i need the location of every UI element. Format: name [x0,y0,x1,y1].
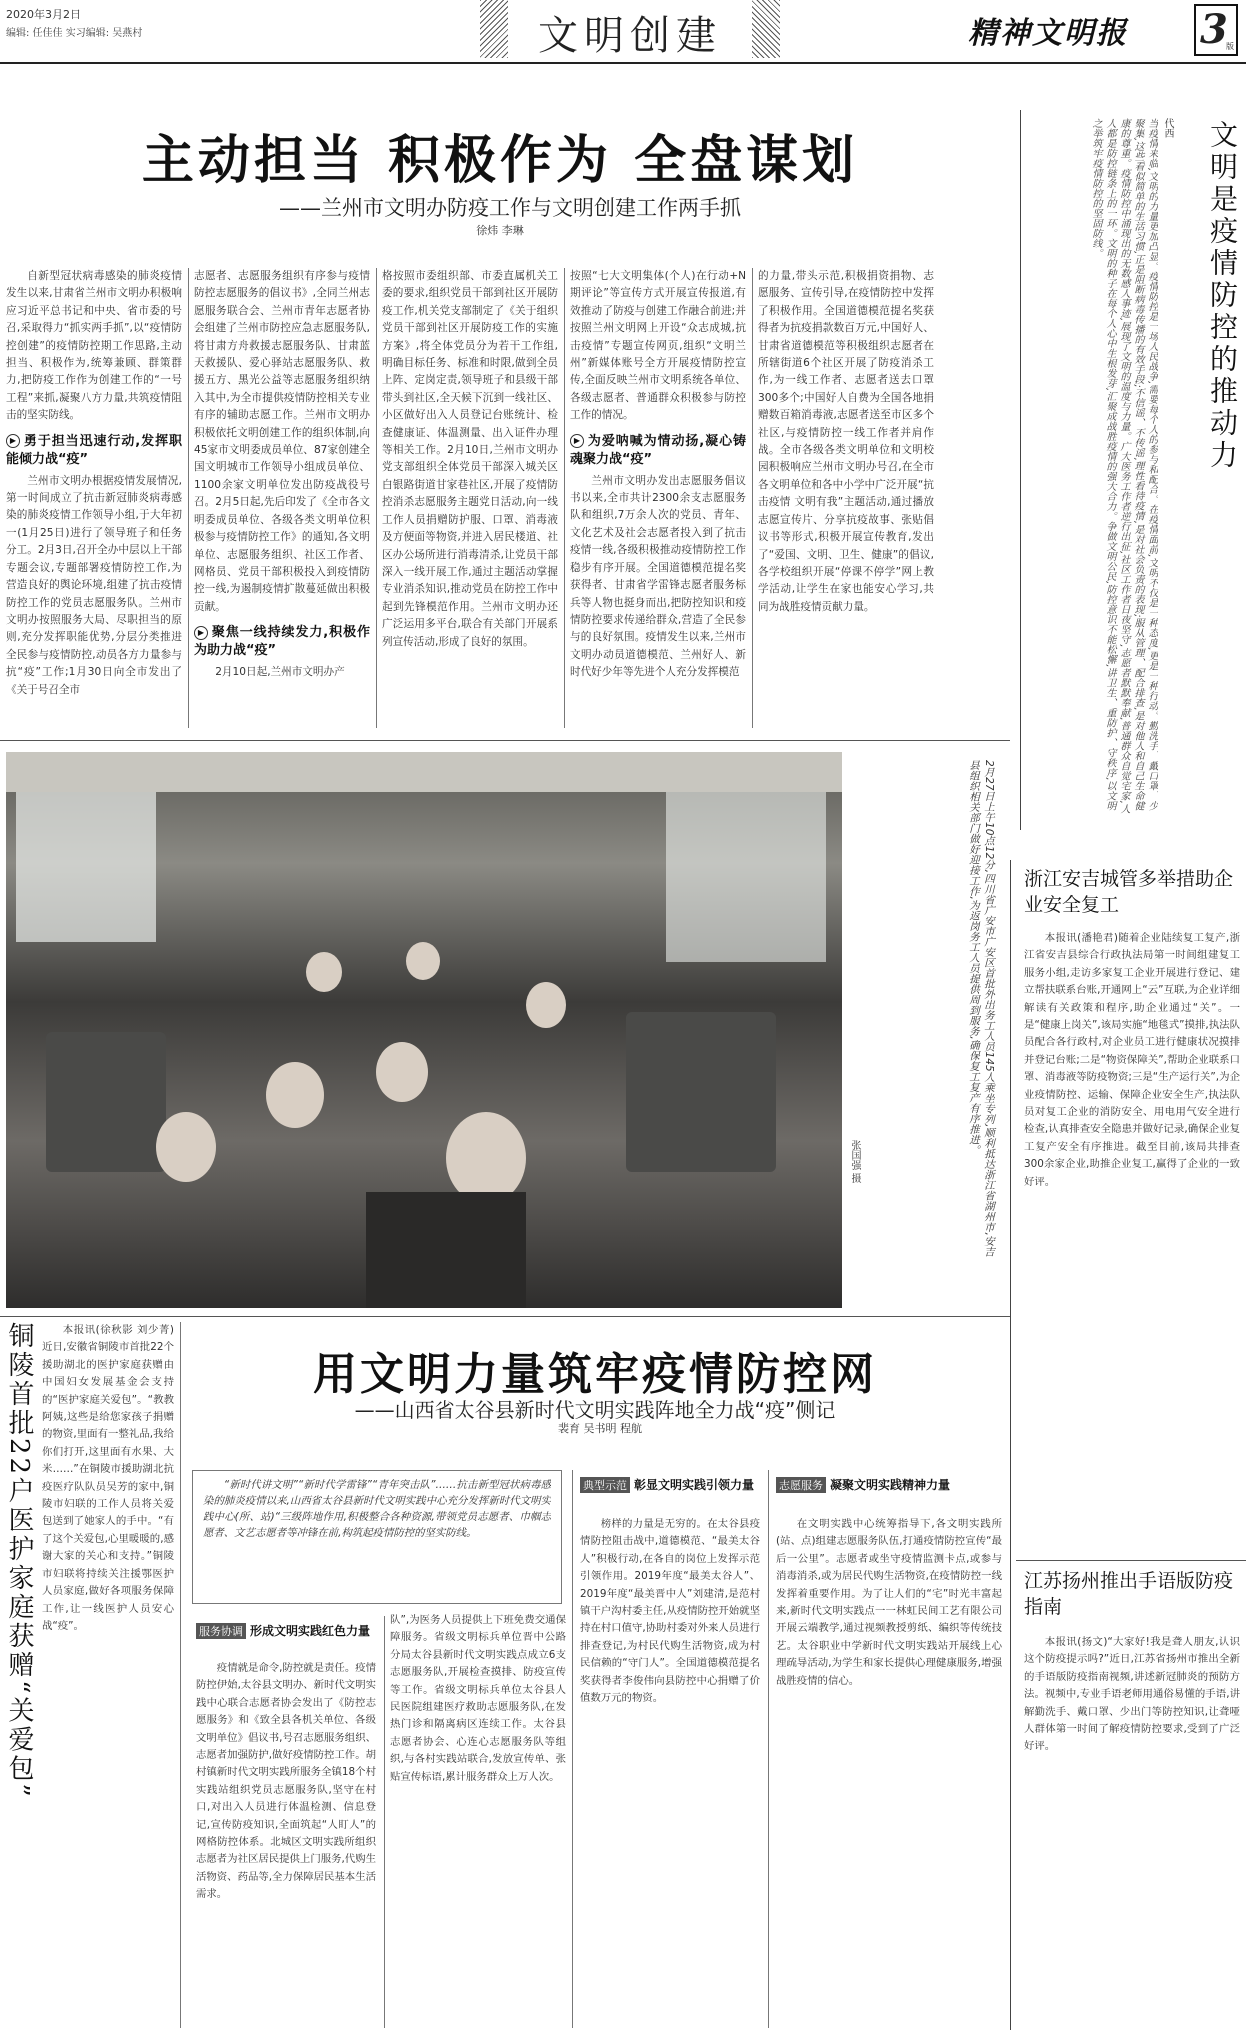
page-number-box [1194,4,1238,56]
lead-subhead-2 [194,624,370,660]
sec1-body-cont: 队”,为医务人员提供上下班免费交通保障服务。省级文明标兵单位晋中公路分局太谷县新时代文明实践点成立6支志愿服务队,开展检查摸排、防疫宣传等工作。省级文明标兵单位太谷县人民医院组建医疗救助志愿服务队,在发热门诊和隔离病区连续工作。太谷县志愿者协会、心连心志愿服务队等组织,与各村实践站联合,发放宣传单、张贴宣传标语,累计服务群众上万人次。 [390,1614,566,1783]
sec3-body: 在文明实践中心统筹指导下,各文明实践所(站、点)组建志愿服务队伍,打通疫情防控宣传“最后一公里”。志愿者或坐守疫情监测卡点,或参与消毒消杀,或为居民代购生活物资,在疫情防控一线发挥着重要作用。为了让人们的“宅”时光丰富起来,新时代文明实践点一一林虹民间工艺有限公司开展云端教学,通过视频教授剪纸、编织等传统技艺。太谷职业中学新时代文明实践站开展线上心理疏导活动,为学生和家长提供心理健康服务,增强战胜疫情的信心。 [776,1518,1002,1687]
col-divider [188,268,189,728]
lead-subtitle: ——兰州市文明办防疫工作与文明创建工作两手抓 [279,196,741,220]
editorial-divider [1020,110,1021,830]
photo-passenger [306,952,342,992]
play-icon: ▶ [6,434,20,448]
lead-col-1-intro: 自新型冠状病毒感染的肺炎疫情发生以来,甘肃省兰州市文明办积极响应习近平总书记和中央、省市委的号召,采取得力“抓实两手抓”,以“疫情防控创建”的疫情防控期工作思路,主动担当、积极作为,统筹兼顾、群策群力,把防疫工作作为创建工作的“一号工程”来抓,凝聚八方力量,共筑疫情阻击的坚实防线。 [6,270,182,422]
second-subtitle: ——山西省太谷县新时代文明实践阵地全力战“疫”侧记 [354,1398,836,1422]
sec2-body: 榜样的力量是无穷的。在太谷县疫情防控阻击战中,道德模范、“最美太谷人”积极行动,在各自的岗位上发挥示范引领作用。2019年度“最美太谷人”、2019年度“最美晋中人”刘建清,是范村镇干户沟村委主任,从疫情防控开始就坚持在村口值守,协助村委对外来人员进行排查登记,为村民代购生活物资,成为村民信赖的“守门人”。全国道德模范提名奖获得者李俊伟向县防控中心捐赠了价值数万元的物资。 [580,1518,760,1705]
lead-col-5-body: 的力量,带头示范,积极捐资捐物、志愿服务、宣传引导,在疫情防控中发挥了积极作用。全国道德模范提名奖获得者为抗疫捐款数百万元,中国好人、甘肃省道德模范等积极组织志愿者在所辖街道6个社区开展了防疫消杀工作,为一线工作者、志愿者送去口罩300多个;中国好人自费为全国各地捐赠数百箱消毒液,志愿者送至市区多个社区,与疫情防控一线工作者并肩作战。全市各级各类文明单位和文明校园积极响应兰州市文明办号召,在全市各文明单位和各中小学中广泛开展“抗击疫情 文明有我”主题活动,通过播放志愿宣传片、分享抗疫故事、张贴倡议书等形式,积极开展宣传教育,发出了“爱国、文明、卫生、健康”的倡议,各学校组织开展“停课不停学”网上教学活动,让学生在家也能安心学习,共同为战胜疫情贡献力量。 [758,270,934,613]
page-number: 3 [1200,6,1228,53]
left-article-title: 铜陵首批22户医护家庭获赠“关爱包” [4,1322,34,1800]
issue-date: 2020年3月2日 [6,8,81,21]
photo-ceiling [6,752,842,792]
right-divider [1010,860,1011,2030]
page-header [0,0,1246,64]
col-divider [384,1616,385,2028]
left-article-body: 本报讯(徐秋影 刘少菁)近日,安徽省铜陵市首批22个援助湖北的医护家庭获赠由中国妇女发展基金会支持的“医护家庭关爱包”。“教教阿姨,这些是给您家孩子捐赠的物资,里面有一整礼品,我给你们打开,这里面有水果、大米……”在铜陵市援助湖北抗疫医疗队队员吴芳的家中,铜陵市妇联的工作人员将关爱包送到了她家人的手中。“有了这个关爱包,心里暖暖的,感谢大家的关心和支持。”铜陵市妇联将持续关注援鄂医护人员家庭,做好各项服务保障工作,让一线医护人员安心战“疫”。 [42,1324,174,1632]
photo-caption: 2月27日上午10点12分,四川省广安市广安区首批外出务工人员145人乘坐专列,顺利抵达浙江省湖州市,安吉县组织相关部门做好迎接工作,为返岗务工人员提供周到服务,确保复工复产有序推进。 [968,760,995,1257]
lead-subhead-3-text: 为爱呐喊为情动扬,凝心铸魂聚力战“疫” [570,433,746,467]
sec1-tag: 服务协调 [196,1623,246,1639]
second-headline: 用文明力量筑牢疫情防控网 [313,1349,877,1400]
lead-col-2 [194,268,370,728]
sec3-heading [776,1474,996,1494]
lead-subhead-3 [570,433,746,469]
photo-aisle [366,1192,526,1308]
lead-col-3-body: 格按照市委组织部、市委直属机关工委的要求,组织党员干部到社区开展防疫工作,机关党支部制定了《关于组织党员干部到社区开展防疫工作的实施方案》,将全体党员分为若干工作组,明确目标任务、标准和时限,做到全员上阵、定岗定责,领导班子和县级干部带头到社区,全天候下沉到一线社区、小区做好出入人员登记台账统计、检查健康证、体温测量、出入证件办理等相关工作。2月10日,兰州市文明办党支部组织全体党员干部深入城关区白银路街道甘家巷社区,开展了疫情防控消杀志愿服务主题党日活动,向一线工作人员捐赠防护服、口罩、消毒液及方便面等物资,并进入居民楼道、社区办公场所进行消毒清杀,让党员干部深入一线开展工作,通过主题活动掌握专业消杀知识,推动党员在防控工作中起到先锋模范作用。兰州市文明办还广泛运用多平台,联合有关部门开展系列宣传活动,形成了良好的氛围。 [382,270,558,648]
lead-subhead-1-text: 勇于担当迅速行动,发挥职能倾力战“疫” [6,433,182,467]
photo-passenger [526,982,566,1028]
play-icon: ▶ [194,626,208,640]
photo-seat [626,1012,776,1172]
section-banner [480,0,780,58]
lead-byline: 徐炜 李琳 [476,224,524,237]
sec1-body: 疫情就是命令,防控就是责任。疫情防控伊始,太谷县文明办、新时代文明实践中心联合志愿者协会发出了《防控志愿服务》和《致全县各机关单位、各级文明单位》倡议书,号召志愿服务组织、志愿者加强防护,做好疫情防控工作。胡村镇新时代文明实践所服务全镇18个村实践站组织党员志愿服务队,坚守在村口,对出入人员进行体温检测、信息登记,宣传防疫知识,全面筑起“人盯人”的网格防控体系。北城区文明实践所组织志愿者为社区居民提供上门服务,代购生活物资、药品等,全力保障居民基本生活需求。 [196,1662,376,1901]
sec3-tag: 志愿服务 [776,1477,826,1493]
second-byline: 裴育 吴书明 程航 [558,1422,642,1435]
col-divider [564,268,565,728]
lead-col-3 [382,268,558,728]
train-photo [6,752,842,1308]
photo-passenger [376,1042,428,1102]
left-article-divider [180,1322,181,2028]
lead-col-2-tail: 2月10日起,兰州市文明办产 [215,666,345,679]
lead-col-4-body: 按照“七大文明集体(个人)在行动+N期评论”等宣传方式开展宣传报道,有效推动了防疫与创建工作融合前进;并按照兰州文明网上开设“众志成城,抗击疫情”专题宣传网页,组织“文明兰州”新媒体账号全方开展疫情防控宣传,全面反映兰州市文明系统各单位、各级志愿者、普通群众积极参与防控工作的情况。 [570,270,746,422]
sec1-title: 形成文明实践红色力量 [250,1624,371,1638]
news-jiangsu-title: 江苏扬州推出手语版防疫指南 [1024,1570,1234,1618]
sec2-title: 彰显文明实践引领力量 [634,1478,755,1492]
editors-credit: 编辑: 任佳佳 实习编辑: 吴燕村 [6,28,143,39]
lead-col-5 [758,268,934,728]
photo-window [16,782,156,942]
col-divider [768,1470,769,2028]
photo-seat [46,1032,166,1172]
col-divider [752,268,753,728]
section-title: 文明创建 [538,13,722,59]
lead-col-1-body: 兰州市文明办根据疫情发展情况,第一时间成立了抗击新冠肺炎病毒感染的肺炎疫情工作领导小组,于大年初一(1月25日)进行了领导班子和任务分工。2月3日,召开全办中层以上干部专题会议,专题部署疫情防控工作,为营造良好的舆论环境,组建了抗击疫情防控工作的党员志愿服务队。兰州市文明办按照服务大局、尽职担当的原则,充分发挥职能优势,分层分类推进全民参与疫情防控,动员各方力量参与抗“疫”工作;1月30日向全市发出了《关于号召全市 [6,474,182,696]
photo-passenger [156,1112,216,1182]
sec2-heading [580,1474,760,1494]
col-divider [376,268,377,728]
page-suffix: 版 [1226,42,1234,51]
news-zhejiang-title: 浙江安吉城管多举措助企业安全复工 [1024,868,1234,916]
lead-headline: 主动担当 积极作为 全盘谋划 [141,131,859,191]
sec1-heading [196,1620,376,1640]
sec3-title: 凝聚文明实践精神力量 [830,1478,951,1492]
left-rule [0,1316,1010,1317]
photo-passenger [406,942,440,980]
editorial-title: 文明是疫情防控的推动力 [1206,120,1239,472]
news-rule [1016,1560,1246,1561]
lead-col-4 [570,268,746,728]
play-icon: ▶ [570,434,584,448]
news-zhejiang-body: 本报讯(潘艳君)随着企业陆续复工复产,浙江省安吉县综合行政执法局第一时间组建复工服务小组,走访多家复工企业开展进行登记、建立帮扶联系台账,开通网上“云”互联,为企业详细解读有关政策和程序,助企业通过“关”。一是“健康上岗关”,该局实施“地毯式”摸排,执法队员配合各行政村,对企业员工进行健康状况摸排并登记台账;二是“物资保障关”,帮助企业联系口罩、消毒液等防疫物资;三是“生产运行关”,为企业疫情防控、运输、保障企业安全生产,执法队员对复工企业的消防安全、用电用气安全进行检查,认真排查安全隐患并做好记录,确保企业复工复产安全有序推进。截至目前,该局共排查300余家企业,助推企业复工,赢得了企业的一致好评。 [1024,932,1240,1188]
editorial-label: 代西 [1162,118,1173,138]
editorial-text: 当疫情来临,文明的力量更加凸显。疫情防控是一场人民战争,需要每个人的参与和配合。在疫情面前,文明不仅是一种态度,更是一种行动。勤洗手、戴口罩、少聚集,这些看似简单的生活习惯,正是阻断病毒传播的有效手段;不信谣、不传谣,理性看待疫情,是对社会负责的表现;服从管理、配合排查,是对他人和自己生命健康的尊重。疫情防控中涌现出的无数感人事迹,展现了文明的温度与力量。广大医务工作者逆行出征,社区工作者日夜坚守,志愿者默默奉献,普通群众自觉宅家,人人都是防控链条上的一环。文明的种子在每个人心中生根发芽,汇聚成战胜疫情的强大合力。争做文明公民,防控意识不能松懈,讲卫生、重防护、守秩序,以文明之举筑牢疫情防控的坚固防线。 [1090,118,1157,814]
sec2-tag: 典型示范 [580,1477,630,1493]
lead-col-1 [6,268,182,728]
photo-credit: 张国强 摄 [849,1140,860,1184]
lead-col-2-body: 志愿者、志愿服务组织有序参与疫情防控志愿服务的倡议书》,全同兰州志愿服务联合会、兰州市青年志愿者协会组建了兰州市防控应急志愿服务队,将甘肃方舟救援志愿服务队、甘肃蓝天救援队、爱心驿站志愿服务队、救援五方、黑光公益等志愿服务组织纳入其中,为全市提供疫情防控相关专业有序的辅助志愿工作。兰州市文明办积极依托文明创建工作的组织体制,向45家市文明委成员单位、87家创建全国文明城市工作领导小组成员单位、1100余家文明单位发出防疫战役号召。2月5日起,先后印发了《全市各文明委成员单位、各级各类文明单位积极参与疫情防控工作》的通知,各文明单位、志愿服务组织、社区工作者、网格员、党员干部积极投入到疫情防控一线,为遏制疫情扩散蔓延做出积极贡献。 [194,270,370,613]
lead-col-4-tail: 兰州市文明办发出志愿服务倡议书以来,全市共计2300余支志愿服务队和组织,7万余人次的党员、青年、文化艺术及社会志愿者投入到了抗击疫情一线,各级积极推动疫情防控工作稳步有序开展。全国道德模范提名奖获得者、甘肃省学雷锋志愿者服务标兵等人物也挺身而出,把防控知识和疫情防控要求传递给群众,营造了全民参与的良好氛围。疫情发生以来,兰州市文明办动员道德模范、兰州好人、新时代好少年等先进个人充分发挥模范 [570,474,746,679]
masthead: 精神文明报 [968,16,1128,51]
news-jiangsu-body: 本报讯(扬文)“大家好!我是聋人朋友,认识这个防疫提示吗?”近日,江苏省扬州市推出全新的手语版防疫指南视频,讲述新冠肺炎的预防方法。视频中,专业手语老师用通俗易懂的手语,讲解勤洗手、戴口罩、少出门等防控知识,让聋哑人群体第一时间了解疫情防控要求,受到了广泛好评。 [1024,1636,1240,1753]
header-rule [0,62,1246,64]
photo-passenger [446,1112,526,1204]
photo-window [666,792,826,962]
banner-hatch-left [480,0,508,58]
lead-subhead-1 [6,433,182,469]
photo-passenger [266,1062,324,1128]
lead-subhead-2-text: 聚焦一线持续发力,积极作为助力战“疫” [194,625,370,659]
col-divider [572,1470,573,2028]
section-rule [0,740,1010,741]
quote-box [192,1470,562,1604]
banner-hatch-right [752,0,780,58]
quote-text: “新时代讲文明”“新时代学雷锋”“青年突击队”……抗击新型冠状病毒感染的肺炎疫情以来,山西省太谷县新时代文明实践中心充分发挥新时代文明实践中心(所、站)“三级阵地作用,积极整合各种资源,带领党员志愿者、巾帼志愿者、文艺志愿者等冲锋在前,构筑起疫情防控的坚实防线。 [203,1479,551,1539]
